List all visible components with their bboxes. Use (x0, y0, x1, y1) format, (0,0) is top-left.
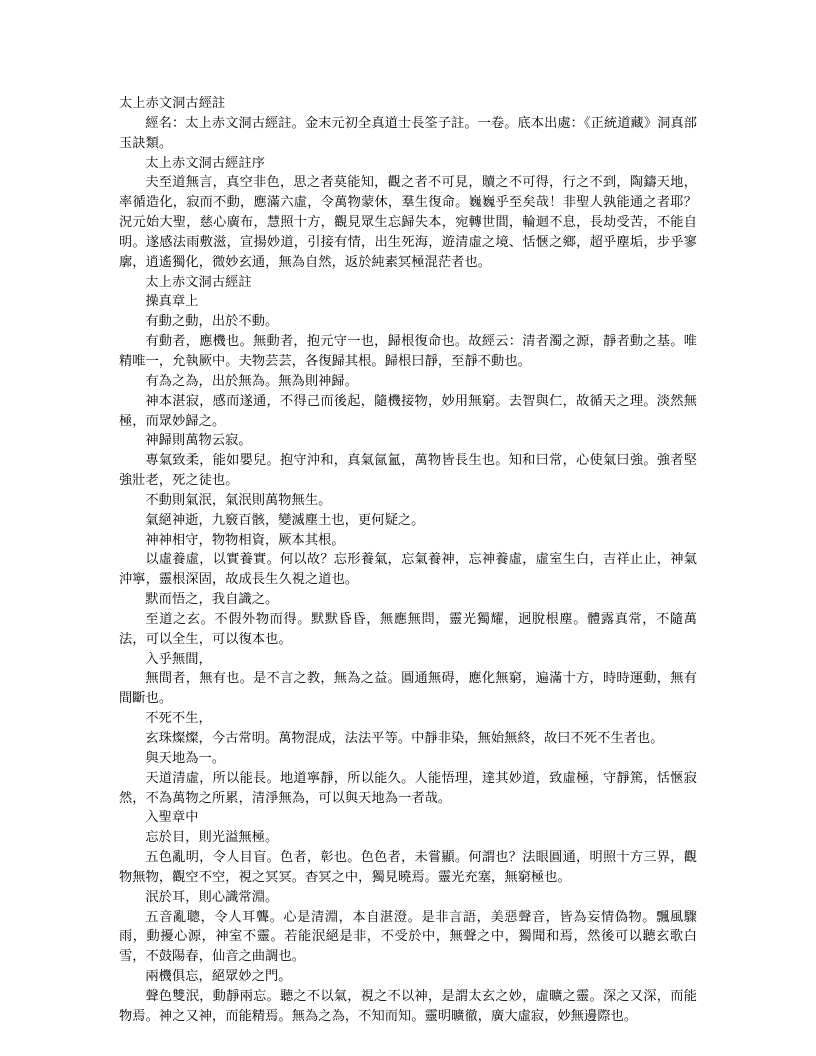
preface-heading: 太上赤文洞古經註序 (145, 155, 265, 171)
work-heading: 太上赤文洞古經註 (145, 274, 252, 290)
document-body (119, 94, 697, 1027)
commentary-paragraph: 以虛養虛，以實養實。何以故？忘形養氣，忘氣養神，忘神養虛，虛室生白，吉祥止止，神氣沖寧，靈根深固，故成長生久視之道也。 (119, 552, 697, 588)
scripture-verse: 有動之動，出於不動。 (145, 314, 279, 330)
commentary-paragraph: 至道之玄。不假外物而得。默默昏昏，無應無問，靈光獨耀，迥脫根塵。體露真常，不隨萬法，可以全生，可以復本也。 (119, 611, 697, 647)
commentary-paragraph: 五音亂聰，令人耳聾。心是清淵，本自湛澄。是非言語，美惡聲音，皆為妄情偽物。飄風驟雨，動擾心源，神室不靈。若能泯絕是非，不受於中，無聲之中，獨聞和焉，然後可以聽玄歌白雪，不鼓陽春，仙音之曲調也。 (119, 909, 697, 965)
commentary-paragraph: 聲色雙泯，動靜兩忘。聽之不以氣，視之不以神，是謂太玄之妙，虛曠之靈。深之又深，而能物焉。神之又神，而能精焉。無為之為，不知而知。靈明曠徹，廣大虛寂，妙無邊際也。 (119, 988, 697, 1024)
scripture-verse: 默而悟之，我自識之。 (145, 592, 279, 608)
scripture-verse: 神神相守，物物相資，厥本其根。 (145, 532, 345, 548)
colophon-paragraph: 經名：太上赤文洞古經註。金末元初全真道士長筌子註。一卷。底本出處：《正統道藏》洞真部玉訣類。 (119, 115, 697, 151)
commentary-paragraph: 玄珠燦燦，今古常明。萬物混成，法法平等。中靜非染，無始無終，故曰不死不生者也。 (145, 731, 664, 746)
scripture-verse: 泯於耳，則心識常淵。 (145, 889, 279, 905)
chapter-1-heading: 操真章上 (145, 294, 199, 310)
scripture-verse: 入乎無間， (145, 651, 212, 667)
chapter-2-heading: 入聖章中 (145, 810, 199, 826)
commentary-paragraph: 氣絕神逝，九竅百骸，變滅塵土也，更何疑之。 (145, 512, 425, 528)
commentary-paragraph: 五色亂明，令人目盲。色者，彰也。色色者，未嘗顯。何謂也？法眼圓通，明照十方三界，觀物無物，觀空不空，視之冥冥。杳冥之中，獨見曉焉。靈光充塞，無窮極也。 (119, 850, 697, 885)
preface-body-paragraph: 夫至道無言，真空非色，思之者莫能知，觀之者不可見，贖之不可得，行之不到，陶鑄天地，率循造化，寂而不動，應滿六虛，令萬物蒙休，羣生復命。巍巍乎至矣哉！非聖人孰能通之者耶？況元始大聖，慈心廣布，慧照十方，觀見眾生忘歸失本，宛轉世間，輪迴不息，長劫受苦，不能自明。遂感法雨敷滋，宣揚妙道，引接有情，出生死海，遊清虛之境、恬愜之鄉，超乎塵垢，步乎寥廓，逍遙獨化，微妙玄通，無為自然，返於純素冥極混茫者也。 (119, 175, 697, 270)
commentary-paragraph: 無間者，無有也。是不言之教，無為之益。圓通無碍，應化無窮，遍滿十方，時時運動，無有間斷也。 (119, 671, 697, 707)
scripture-verse: 兩機俱忘，絕眾妙之門。 (145, 969, 292, 985)
document-title: 太上赤文洞古經註 (119, 96, 226, 111)
scripture-verse: 有為之為，出於無為。無為則神歸。 (145, 373, 358, 389)
scripture-verse: 忘於目，則光溢無極。 (145, 830, 279, 846)
scripture-verse: 不死不生， (145, 711, 212, 727)
scripture-verse: 與天地為一。 (145, 750, 226, 766)
commentary-paragraph: 神本湛寂，感而遂通，不得己而後起，隨機接物，妙用無窮。去智與仁，故循天之理。淡然無極，而眾妙歸之。 (119, 393, 697, 429)
commentary-paragraph: 有動者，應機也。無動者，抱元守一也，歸根復命也。故經云：清者濁之源，靜者動之基。唯精唯一，允執厥中。夫物芸芸，各復歸其根。歸根曰靜，至靜不動也。 (119, 334, 697, 369)
scripture-verse: 不動則氣泯，氣泯則萬物無生。 (145, 492, 332, 508)
commentary-paragraph: 專氣致柔，能如嬰兒。抱守沖和，真氣氤氳，萬物皆長生也。知和曰常，心使氣曰強。強者堅強壯老，死之徒也。 (119, 453, 697, 489)
scripture-verse: 神歸則萬物云寂。 (145, 433, 252, 449)
commentary-paragraph: 天道清虛，所以能長。地道寧靜，所以能久。人能悟理，達其妙道，致虛極，守靜篤，恬愜寂然，不為萬物之所累，清淨無為，可以與天地為一者哉。 (119, 770, 697, 806)
